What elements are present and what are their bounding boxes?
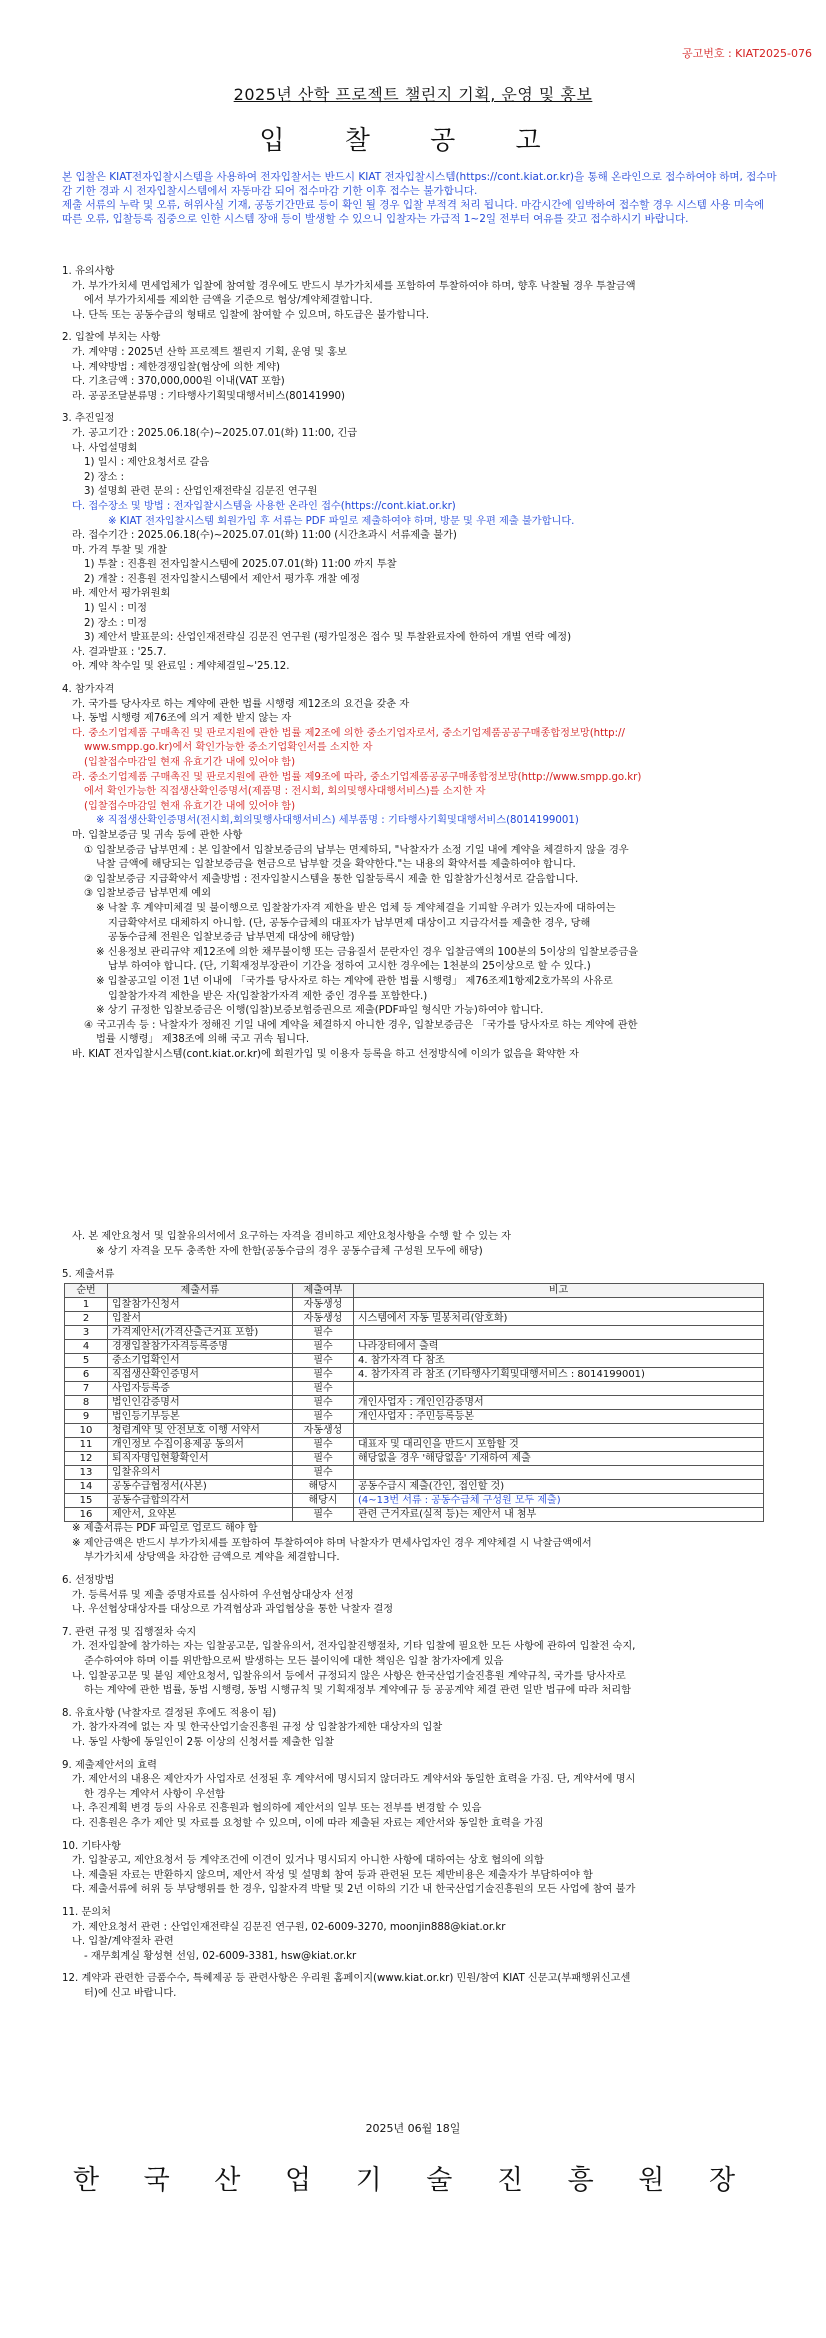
text-line: 2. 입찰에 부치는 사항	[62, 332, 161, 344]
text-line: 라. 공공조달분류명 : 기타행사기획및대행서비스(80141990)	[72, 390, 346, 402]
text-line: 가. 참가자격에 없는 자 및 한국산업기술진흥원 규정 상 입찰참가제한 대상자의 입찰	[72, 1722, 443, 1734]
text-line: 다. 기초금액 : 370,000,000원 이내(VAT 포함)	[72, 376, 285, 388]
notice-section	[62, 1906, 780, 1964]
table-row	[65, 1466, 764, 1480]
text-line: - 재무회계실 황성현 선임, 02-6009-3381, hsw@kiat.or.kr	[84, 1950, 357, 1962]
row-number: 7	[65, 1382, 108, 1396]
document-name: 공동수급합의각서	[108, 1494, 293, 1508]
column-header: 제출여부	[293, 1284, 354, 1298]
row-note	[354, 1298, 764, 1312]
text-line: ※ 직접생산확인증명서(전시회,회의및행사대행서비스) 세부품명 : 기타행사기획및대행서비스(80141990​01)	[96, 815, 579, 827]
text-line: ※ 낙찰 후 계약미체결 및 불이행으로 입찰참가자격 제한을 받은 업체 등 계약체결을 기피할 우려가 있는자에 대하여는	[96, 902, 616, 914]
notice-section	[62, 1759, 780, 1832]
text-line: 바. 제안서 평가위원회	[72, 588, 171, 600]
text-line: ④ 국고귀속 등 : 낙찰자가 정해진 기일 내에 계약을 체결하지 아니한 경우, 입찰보증금은 「국가를 당사자로 하는 계약에 관한	[84, 1019, 638, 1031]
column-header: 제출서류	[108, 1284, 293, 1298]
row-number: 13	[65, 1466, 108, 1480]
text-line: 바. KIAT 전자입찰시스템(cont.kiat.or.kr)에 회원가입 및 이용자 등록을 하고 선정방식에 이의가 없음을 확약한 자	[72, 1048, 579, 1060]
column-header: 순번	[65, 1284, 108, 1298]
text-line: 사. 결과발표 : '25.7.	[72, 646, 167, 658]
text-line: 나. 입찰공고문 및 붙임 제안요청서, 입찰유의서 등에서 규정되지 않은 사항은 한국산업기술진흥원 계약규칙, 국가를 당사자로	[72, 1670, 626, 1682]
row-note: 4. 참가자격 라 참조 (기타행사기획및대행서비스 : 8014199001)	[354, 1368, 764, 1382]
text-line: 가. 계약명 : 2025년 산학 프로젝트 챌린지 기획, 운영 및 홍보	[72, 346, 347, 358]
submission-status: 필수	[293, 1382, 354, 1396]
bid-warning	[62, 170, 777, 226]
issuing-agency: 한 국 산 업 기 술 진 흥 원 장	[72, 2165, 754, 2196]
text-line: 1) 일시 : 미정	[84, 603, 147, 615]
text-line: 나. 추진계획 변경 등의 사유로 진흥원과 협의하에 제안서의 일부 또는 전부를 변경할 수 있음	[72, 1803, 482, 1815]
text-line: 10. 기타사항	[62, 1840, 121, 1852]
text-line: ※ 신용정보 관리규약 제12조에 의한 채무불이행 또는 금융질서 문란자인 경우 입찰금액의 100분의 5이상의 입찰보증금을	[96, 946, 639, 958]
table-row	[65, 1438, 764, 1452]
text-line: 마. 입찰보증금 및 귀속 등에 관한 사항	[72, 829, 243, 841]
text-line: 7. 관련 규정 및 집행절차 숙지	[62, 1626, 197, 1638]
table-row	[65, 1312, 764, 1326]
text-line: 1. 유의사항	[62, 266, 115, 277]
row-number: 14	[65, 1480, 108, 1494]
row-number: 1	[65, 1298, 108, 1312]
text-line: ③ 입찰보증금 납부면제 예외	[84, 888, 212, 900]
text-line: 가. 제안요청서 관련 : 산업인재전략실 김문진 연구원, 02-6009-3270, moonjin888@kiat.or.kr	[72, 1921, 506, 1933]
text-line: 법률 시행령」 제38조에 의해 국고 귀속 됩니다.	[96, 1034, 310, 1046]
document-name: 경쟁입찰참가자격등록증명	[108, 1340, 293, 1354]
text-line: 에서 부가가치세를 제외한 금액을 기준으로 협상/계약체결합니다.	[84, 295, 373, 307]
text-line: 다. 접수장소 및 방법 : 전자입찰시스템을 사용한 온라인 접수(https://cont.kiat.or.kr)	[72, 500, 456, 512]
notice-date: 2025년 06월 18일	[365, 2122, 461, 2135]
table-row	[65, 1410, 764, 1424]
text-line: 다. 제출서류에 허위 등 부당행위를 한 경우, 입찰자격 박탈 및 2년 이하의 기간 내 한국산업기술진흥원의 모든 사업에 참여 불가	[72, 1884, 636, 1896]
submission-status: 필수	[293, 1340, 354, 1354]
text-line: 터)에 신고 바랍니다.	[84, 1987, 177, 1999]
row-note: 4. 참가자격 다 참조	[354, 1354, 764, 1368]
document-name: 청렴계약 및 안전보호 이행 서약서	[108, 1424, 293, 1438]
text-line: 가. 전자입찰에 참가하는 자는 입찰공고문, 입찰유의서, 전자입찰진행절차, 기타 입찰에 필요한 모든 사항에 관하여 입찰전 숙지,	[72, 1641, 636, 1653]
text-line: (입찰접수마감일 현재 유효기간 내에 있어야 함)	[84, 800, 296, 812]
text-line: 가. 부가가치세 면세업체가 입찰에 참여할 경우에도 반드시 부가가치세를 포함하여 투찰하여야 하며, 향후 낙찰될 경우 투찰금액	[72, 280, 636, 292]
notice-section	[62, 1707, 780, 1751]
text-line: ※ 제출서류는 PDF 파일로 업로드 해야 함	[72, 1523, 258, 1535]
text-line: ① 입찰보증금 납부면제 : 본 입찰에서 입찰보증금의 납부는 면제하되, "낙찰자가 소정 기일 내에 계약을 체결하지 않을 경우	[84, 844, 629, 856]
submission-status: 필수	[293, 1452, 354, 1466]
text-line: 3) 설명회 관련 문의 : 산업인재전략실 김문진 연구원	[84, 486, 318, 498]
row-number: 10	[65, 1424, 108, 1438]
text-line: 나. 동일 사항에 동일인이 2통 이상의 신청서를 제출한 입찰	[72, 1736, 334, 1748]
submission-status: 필수	[293, 1368, 354, 1382]
document-name: 공동수급협정서(사본)	[108, 1480, 293, 1494]
text-line: 다. 진흥원은 추가 제안 및 자료를 요청할 수 있으며, 이에 따라 제출된 자료는 제안서와 동일한 효력을 가짐	[72, 1817, 544, 1829]
table-row	[65, 1354, 764, 1368]
table-row	[65, 1396, 764, 1410]
notice-section	[62, 265, 780, 323]
row-note: 대표자 및 대리인을 반드시 포함할 것	[354, 1438, 764, 1452]
text-line: 에서 확인가능한 직접생산확인증명서(제품명 : 전시회, 회의및행사대행서비스)를 소지한 자	[84, 786, 486, 798]
document-name: 법인인감증명서	[108, 1396, 293, 1410]
text-line: 한 경우는 계약서 사항이 우선함	[84, 1788, 225, 1800]
notice-section	[62, 331, 780, 404]
table-row	[65, 1368, 764, 1382]
text-line: 라. 접수기간 : 2025.06.18(수)~2025.07.01(화) 11:00 (시간초과시 서류제출 불가)	[72, 530, 457, 542]
text-line: ② 입찰보증금 지급확약서 제출방법 : 전자입찰시스템을 통한 입찰등록시 제출 한 입찰참가신청서로 갈음합니다.	[84, 873, 579, 885]
page-title: 입 찰 공 고	[259, 126, 567, 156]
notice-section	[62, 683, 780, 1062]
text-line: 라. 중소기업제품 구매촉진 및 판로지원에 관한 법률 제9조에 따라, 중소기업제품공공구매종합정보망(http://www.smpp.go.kr)	[72, 771, 642, 783]
text-line: 3) 제안서 발표문의: 산업인재전략실 김문진 연구원 (평가일정은 접수 및 투찰완료자에 한하여 개별 연락 예정)	[84, 632, 572, 644]
row-note: 공동수급시 제출(간인, 접인할 것)	[354, 1480, 764, 1494]
document-name: 법인등기부등본	[108, 1410, 293, 1424]
document-name: 중소기업확인서	[108, 1354, 293, 1368]
document-name: 사업자등록증	[108, 1382, 293, 1396]
document-name: 개인정보 수집이용제공 동의서	[108, 1438, 293, 1452]
row-number: 8	[65, 1396, 108, 1410]
row-note: (4~13번 서류 : 공동수급체 구성원 모두 제출)	[354, 1494, 764, 1508]
submission-status: 필수	[293, 1326, 354, 1340]
notice-section	[62, 1972, 780, 2001]
row-note: 개인사업자 : 주민등록등본	[354, 1410, 764, 1424]
text-line: 8. 유효사항 (낙찰자로 결정된 후에도 적용이 됨)	[62, 1707, 277, 1719]
text-line: 2) 장소 :	[84, 471, 125, 483]
row-number: 11	[65, 1438, 108, 1452]
text-line: 나. 제출된 자료는 반환하지 않으며, 제안서 작성 및 설명회 참여 등과 관련된 모든 제반비용은 제출자가 부담하여야 함	[72, 1869, 593, 1881]
text-line: 2) 장소 : 미정	[84, 617, 147, 629]
row-number: 5	[65, 1354, 108, 1368]
document-name: 제안서, 요약본	[108, 1508, 293, 1522]
text-line: 나. 우선협상대상자를 대상으로 가격협상과 과업협상을 통한 낙찰자 결정	[72, 1604, 394, 1616]
row-note: 나라장터에서 출력	[354, 1340, 764, 1354]
text-line: 6. 선정방법	[62, 1575, 115, 1587]
submission-status: 자동생성	[293, 1424, 354, 1438]
notice-body	[62, 265, 780, 2001]
notice-section	[62, 1840, 780, 1898]
notice-number: 공고번호 : KIAT2025-076	[681, 47, 812, 60]
text-line: 12. 계약과 관련한 금품수수, 특혜제공 등 관련사항은 우리원 홈페이지(www.kiat.or.kr) 민원/참여 KIAT 신문고(부패행위신고센	[62, 1973, 631, 1985]
row-note: 해당없을 경우 '해당없음' 기재하여 제출	[354, 1452, 764, 1466]
row-note	[354, 1382, 764, 1396]
table-row	[65, 1452, 764, 1466]
text-line: 가. 제안서의 내용은 제안자가 사업자로 선정된 후 계약서에 명시되지 않더라도 계약서와 동일한 효력을 가짐. 단, 계약서에 명시	[72, 1774, 636, 1786]
row-number: 16	[65, 1508, 108, 1522]
document-name: 가격제안서(가격산출근거표 포함)	[108, 1326, 293, 1340]
submission-status: 필수	[293, 1438, 354, 1452]
documents-table	[64, 1283, 764, 1522]
text-line: 지급확약서로 대체하지 아니함. (단, 공동수급체의 대표자가 납부면제 대상이고 지급각서를 제출한 경우, 당해	[108, 917, 591, 929]
warning-paragraph: 본 입찰은 KIAT전자입찰시스템을 사용하여 전자입찰서는 반드시 KIAT 전자입찰시스템(https://cont.kiat.or.kr)을 통해 온라인으로 접수하여야 하며, 접수마감 기한 경과 시 전자입찰시스템에서 자동마감 되어 접수마감 기한 이후 접수는 불가합니다.	[62, 171, 777, 197]
text-line: ※ 제안금액은 반드시 부가가치세를 포함하여 투찰하여야 하며 낙찰자가 면세사업자인 경우 계약체결 시 낙찰금액에서	[72, 1537, 592, 1549]
text-line: ※ 입찰공고일 이전 1년 이내에 「국가를 당사자로 하는 계약에 관한 법률 시행령」 제76조제1항제2호가목의 사유로	[96, 975, 613, 987]
text-line: 마. 가격 투찰 및 개찰	[72, 544, 167, 556]
text-line: ※ KIAT 전자입찰시스템 회원가입 후 서류는 PDF 파일로 제출하여야 하며, 방문 및 우편 제출 불가합니다.	[108, 515, 575, 527]
text-line: 아. 계약 착수일 및 완료일 : 계약체결일~'25.12.	[72, 661, 290, 673]
text-line: 가. 등록서류 및 제출 증명자료를 심사하여 우선협상대상자 선정	[72, 1589, 354, 1601]
text-line: ※ 상기 자격을 모두 충족한 자에 한함(공동수급의 경우 공동수급체 구성원 모두에 해당)	[96, 1246, 483, 1258]
document-name: 입찰유의서	[108, 1466, 293, 1480]
row-note: 시스템에서 자동 밀봉처리(암호화)	[354, 1312, 764, 1326]
text-line: 9. 제출제안서의 효력	[62, 1759, 157, 1771]
table-row	[65, 1508, 764, 1522]
submission-status: 필수	[293, 1466, 354, 1480]
column-header: 비고	[354, 1284, 764, 1298]
table-row	[65, 1382, 764, 1396]
text-line: 가. 입찰공고, 제안요청서 등 계약조건에 이견이 있거나 명시되지 아니한 사항에 대하여는 상호 협의에 의함	[72, 1855, 544, 1867]
row-note	[354, 1326, 764, 1340]
warning-paragraph: 제출 서류의 누락 및 오류, 허위사실 기재, 공동기간만료 등이 확인 될 경우 입찰 부적격 처리 됩니다. 마감시간에 임박하여 접수할 경우 시스템 사용 미숙에 따른 오류, 입찰등록 집중으로 인한 시스템 장애 등이 발생할 수 있으니 입찰자는 가급적 1~2일 전부터 여유를 갖고 접수하시기 바랍니다.	[62, 199, 765, 225]
text-line: 하는 계약에 관한 법률, 동법 시행령, 동법 시행규칙 및 기획재정부 계약예규 등 공공계약 체결 관련 일반 법규에 따라 처리함	[84, 1685, 631, 1697]
text-line: 나. 단독 또는 공동수급의 형태로 입찰에 참여할 수 있으며, 하도급은 불가합니다.	[72, 309, 430, 321]
document-name: 입찰참가신청서	[108, 1298, 293, 1312]
text-line: 1) 투찰 : 진흥원 전자입찰시스템에 2025.07.01(화) 11:00 까지 투찰	[84, 559, 397, 571]
text-line: (입찰접수마감일 현재 유효기간 내에 있어야 함)	[84, 757, 296, 768]
text-line: 11. 문의처	[62, 1906, 111, 1918]
text-line: 가. 공고기간 : 2025.06.18(수)~2025.07.01(화) 11:00, 긴급	[72, 427, 358, 439]
row-number: 2	[65, 1312, 108, 1326]
text-line: www.smpp.go.kr)에서 확인가능한 중소기업확인서를 소지한 자	[84, 742, 373, 754]
notice-section	[62, 412, 780, 675]
submission-status: 자동생성	[293, 1298, 354, 1312]
table-row	[65, 1340, 764, 1354]
table-row	[65, 1494, 764, 1508]
document-name: 입찰서	[108, 1312, 293, 1326]
text-line: 나. 동법 시행령 제76조에 의거 제한 받지 않는 자	[72, 713, 292, 725]
text-line: 입찰참가자격 제한을 받은 자(입찰참가자격 제한 중인 경우를 포함한다.)	[108, 990, 428, 1002]
text-line: 준수하여야 하며 이를 위반함으로써 발생하는 모든 불이익에 대한 책임은 입찰 참가자에게 있음	[84, 1656, 504, 1667]
row-number: 12	[65, 1452, 108, 1466]
submission-status: 필수	[293, 1410, 354, 1424]
section-heading: 5. 제출서류	[62, 1268, 115, 1280]
submission-status: 필수	[293, 1508, 354, 1522]
submission-status: 필수	[293, 1396, 354, 1410]
table-row	[65, 1480, 764, 1494]
text-line: ※ 상기 규정한 입찰보증금은 이행(입찰)보증보험증권으로 제출(PDF파일 형식만 가능)하여야 합니다.	[96, 1005, 544, 1017]
text-line: 사. 본 제안요청서 및 입찰유의서에서 요구하는 자격을 겸비하고 제안요청사항을 수행 할 수 있는 자	[72, 1231, 511, 1243]
project-title: 2025년 산학 프로젝트 챌린지 기획, 운영 및 홍보	[233, 85, 593, 104]
text-line: 공동수급체 전원은 입찰보증금 납부면제 대상에 해당함)	[108, 932, 355, 944]
document-name: 퇴직자명입현황확인서	[108, 1452, 293, 1466]
notice-section	[62, 1230, 780, 1259]
submission-status: 해당시	[293, 1494, 354, 1508]
text-line: 나. 입찰/계약절차 관련	[72, 1936, 174, 1948]
text-line: 2) 개찰 : 진흥원 전자입찰시스템에서 제안서 평가후 개찰 예정	[84, 573, 360, 585]
blank-space	[62, 1062, 780, 1222]
text-line: 1) 일시 : 제안요청서로 갈음	[84, 457, 210, 469]
text-line: 납부 하여야 합니다. (단, 기획재정부장관이 기간을 정하여 고시한 경우에는 1천분의 25이상으로 할 수 있다.)	[108, 961, 591, 973]
row-number: 4	[65, 1340, 108, 1354]
text-line: 4. 참가자격	[62, 684, 115, 696]
notice-section	[62, 1574, 780, 1618]
text-line: 가. 국가를 당사자로 하는 계약에 관한 법률 시행령 제12조의 요건을 갖춘 자	[72, 698, 410, 710]
row-number: 9	[65, 1410, 108, 1424]
table-row	[65, 1298, 764, 1312]
document-name: 직접생산확인증명서	[108, 1368, 293, 1382]
text-line: 3. 추진일정	[62, 413, 115, 425]
row-note: 관련 근거자료(실적 등)는 제안서 내 첨부	[354, 1508, 764, 1522]
table-header-row	[65, 1284, 764, 1298]
documents-section	[62, 1268, 780, 1566]
text-line: 부가가치세 상당액을 차감한 금액으로 계약을 체결합니다.	[84, 1552, 340, 1564]
text-line: 나. 계약방법 : 제한경쟁입찰(협상에 의한 계약)	[72, 361, 280, 373]
table-row	[65, 1424, 764, 1438]
table-row	[65, 1326, 764, 1340]
notice-section	[62, 1626, 780, 1699]
row-note: 개인사업자 : 개인인감증명서	[354, 1396, 764, 1410]
submission-status: 필수	[293, 1354, 354, 1368]
row-number: 3	[65, 1326, 108, 1340]
row-note	[354, 1466, 764, 1480]
row-note	[354, 1424, 764, 1438]
row-number: 15	[65, 1494, 108, 1508]
text-line: 나. 사업설명회	[72, 442, 138, 454]
submission-status: 해당시	[293, 1480, 354, 1494]
text-line: 다. 중소기업제품 구매촉진 및 판로지원에 관한 법률 제2조에 의한 중소기업자로서, 중소기업제품공공구매종합정보망(http://	[72, 727, 625, 739]
row-number: 6	[65, 1368, 108, 1382]
text-line: 낙찰 금액에 해당되는 입찰보증금을 현금으로 납부할 것을 확약한다."는 내용의 확약서를 제출하여야 합니다.	[96, 859, 576, 871]
submission-status: 자동생성	[293, 1312, 354, 1326]
